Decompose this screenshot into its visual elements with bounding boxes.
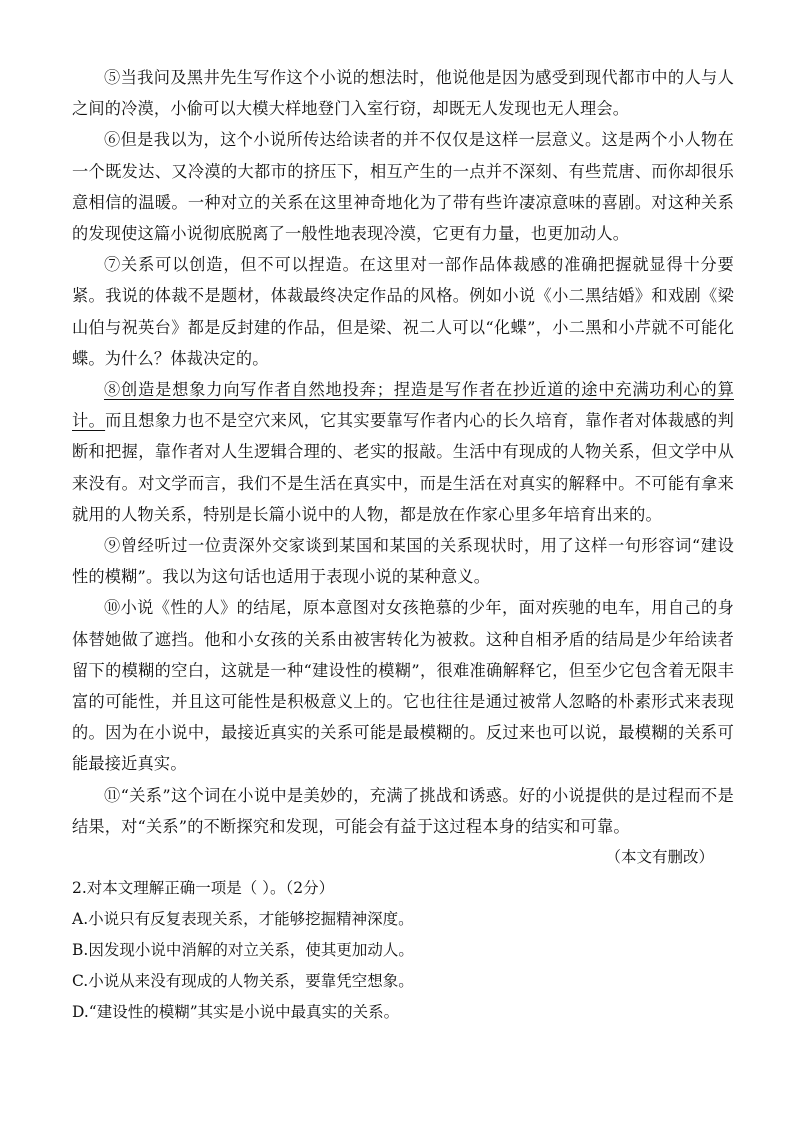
- paragraph-text: 小说《性的人》的结尾，原本意图对女孩艳慕的少年，面对疾驰的电车，用自己的身体替她做了遮挡。他和小女孩的关系由被害转化为被救。这种自相矛盾的结局是少年给读者留下的模糊的空白，这就是一种“建设性的模糊”，很难准确解释它，但至少它包含着无限丰富的可能性，并且这可能性是积极意义上的。它也往往是通过被常人忽略的朴素形式来表现的。因为在小说中，最接近真实的关系可能是最模糊的。反过来也可以说，最模糊的关系可能最接近真实。: [72, 598, 734, 774]
- paragraph-8: [72, 374, 734, 530]
- paragraph-5: [72, 62, 734, 124]
- option-d[interactable]: D.“建设性的模糊”其实是小说中最真实的关系。: [72, 1003, 400, 1022]
- paragraph-number: ⑨: [104, 536, 121, 556]
- paragraph-9: [72, 530, 734, 592]
- article-page: [72, 62, 734, 1028]
- source-note: （本文有删改）: [605, 848, 714, 867]
- paragraph-number: ⑦: [104, 255, 122, 275]
- paragraph-number: ⑪: [104, 785, 121, 805]
- paragraph-number: ⑩: [104, 598, 121, 618]
- paragraph-number: ⑤: [104, 68, 121, 87]
- option-a[interactable]: A.小说只有反复表现关系，才能够挖掘精神深度。: [72, 910, 414, 929]
- option-b[interactable]: B.因发现小说中消解的对立关系，使其更加动人。: [72, 941, 414, 960]
- paragraph-text: 但是我以为，这个小说所传达给读者的并不仅仅是这样一层意义。这是两个小人物在一个既发达、又冷漠的大都市的挤压下，相互产生的一点并不深刻、有些荒唐、而你却很乐意相信的温暖。一种对立的关系在这里神奇地化为了带有些许凄凉意味的喜剧。对这种关系的发现使这篇小说彻底脱离了一般性地表现冷漠，它更有力量，也更加动人。: [72, 130, 734, 244]
- paragraph-text: 而且想象力也不是空穴来风，它其实要靠写作者内心的长久培育，靠作者对体裁感的判断和把握，靠作者对人生逻辑合理的、老实的报敲。生活中有现成的人物关系，但文学中从来没有。对文学而言，我们不是生活在真实中，而是生活在对真实的解释中。不可能有拿来就用的人物关系，特别是长篇小说中的人物，都是放在作家心里多年培育出来的。: [72, 411, 734, 524]
- paragraph-number: ⑥: [104, 130, 121, 150]
- paragraph-7: [72, 249, 734, 374]
- option-c[interactable]: C.小说从来没有现成的人物关系，要靠凭空想象。: [72, 972, 414, 991]
- question-stem: 2.对本文理解正确一项是（ ）。（2分）: [72, 879, 335, 898]
- paragraph-number: ⑧: [104, 380, 122, 400]
- question-block: [72, 873, 734, 1028]
- paragraph-text: 曾经听过一位责深外交家谈到某国和某国的关系现状时，用了这样一句形容词“建设性的模糊”。我以为这句话也适用于表现小说的某种意义。: [72, 536, 734, 587]
- paragraph-6: [72, 124, 734, 249]
- paragraph-10: [72, 592, 734, 779]
- paragraph-text: 关系可以创造，但不可以捏造。在这里对一部作品体裁感的准确把握就显得十分要紧。我说的体裁不是题材，体裁最终决定作品的风格。例如小说《小二黑结婚》和戏剧《梁山伯与祝英台》都是反封建的作品，但是梁、祝二人可以“化蝶”，小二黑和小芹就不可能化蝶。为什么？体裁决定的。: [72, 255, 734, 368]
- paragraph-11: [72, 780, 734, 842]
- underlined-sentence: 创造是想象力向写作者自然地投奔；捏造是写作者在抄近道的途中充满功利心的算计。: [72, 380, 734, 431]
- paragraph-text: “关系”这个词在小说中是美妙的，充满了挑战和诱惑。好的小说提供的是过程而不是结果，对“关系”的不断探究和发现，可能会有益于这过程本身的结实和可靠。: [72, 785, 735, 836]
- paragraph-text: 当我问及黑井先生写作这个小说的想法时，他说他是因为感受到现代都市中的人与人之间的冷漠，小偷可以大模大样地登门入室行窃，却既无人发现也无人理会。: [72, 68, 734, 119]
